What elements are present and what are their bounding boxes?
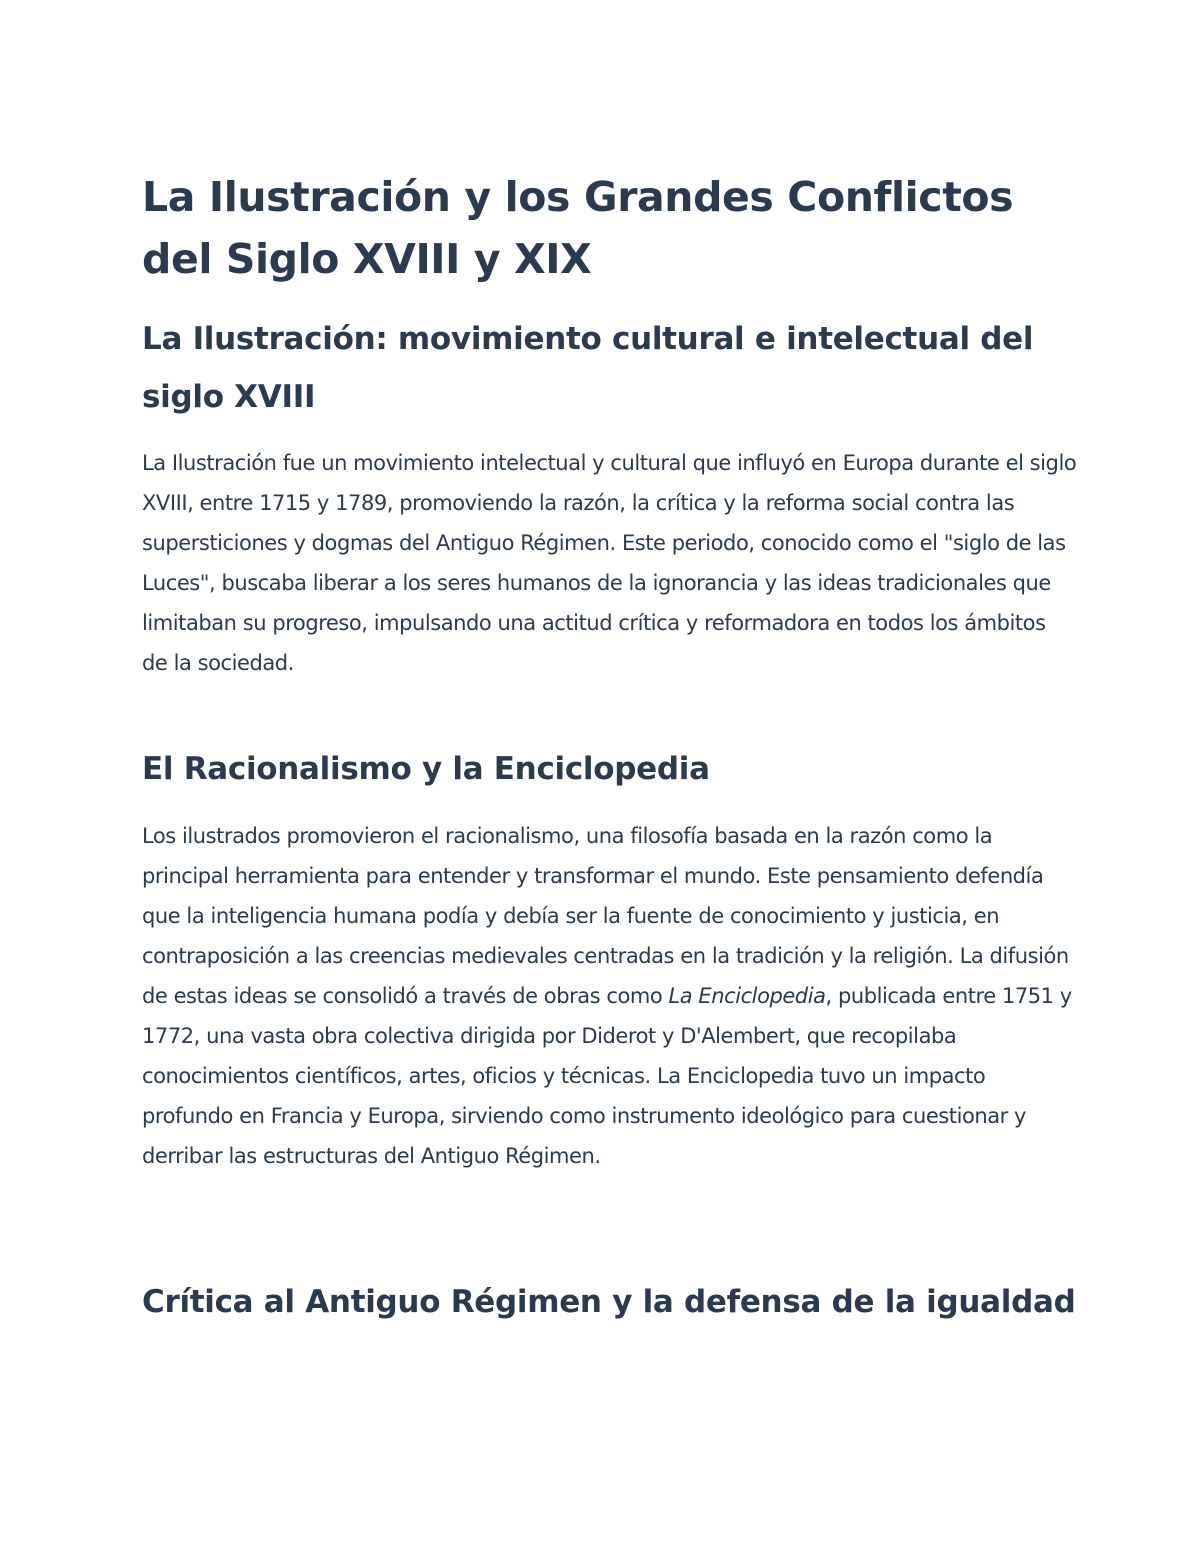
section-heading-critica: Crítica al Antiguo Régimen y la defensa de la igualdad [142, 1284, 1076, 1320]
paragraph-text-part: , publicada entre 1751 y 1772, una vasta obra colectiva dirigida por Diderot y D'Alembert, que recopilaba conocimientos científicos, artes, oficios y técnicas. La Enciclopedia tuvo un impacto profundo en Francia y Europa, sirviendo como instrumento ideológico para cuestionar y derribar las estructuras del Antiguo Régimen. [142, 984, 1072, 1168]
section-paragraph-ilustracion: La Ilustración fue un movimiento intelectual y cultural que influyó en Europa durante el siglo XVIII, entre 1715 y 1789, promoviendo la razón, la crítica y la reforma social contra las supersticiones y dogmas del Antiguo Régimen. Este periodo, conocido como el "siglo de las Luces", buscaba liberar a los seres humanos de la ignorancia y las ideas tradicionales que limitaban su progreso, impulsando una actitud crítica y reformadora en todos los ámbitos de la sociedad. [142, 451, 1077, 675]
paragraph-text-part: Los ilustrados promovieron el racionalismo, una filosofía basada en la razón como la principal herramienta para entender y transformar el mundo. Este pensamiento defendía que la inteligencia humana podía y debía ser la fuente de conocimiento y justicia, en contraposición a las creencias medievales centradas en la tradición y la religión. La difusión de estas ideas se consolidó a través de obras como [142, 824, 1069, 1008]
section-paragraph-racionalismo [142, 816, 1077, 1176]
document-title: La Ilustración y los Grandes Conflictos del Siglo XVIII y XIX [142, 173, 1014, 283]
book-title-emphasis: La Enciclopedia [668, 984, 826, 1008]
section-heading-racionalismo: El Racionalismo y la Enciclopedia [142, 751, 710, 787]
section-heading-ilustracion: La Ilustración: movimiento cultural e intelectual del siglo XVIII [142, 321, 1034, 415]
